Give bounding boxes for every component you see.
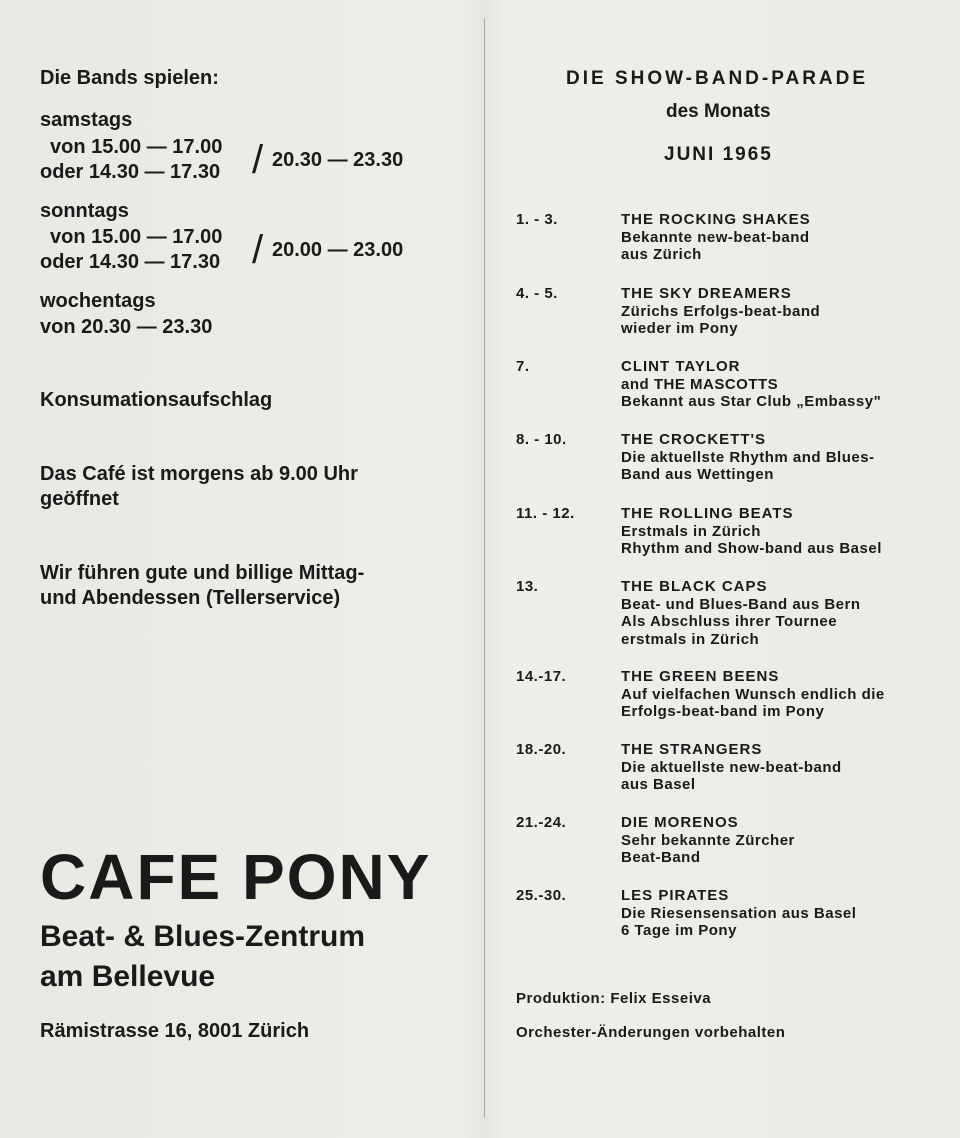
disclaimer: Orchester-Änderungen vorbehalten — [516, 1024, 786, 1041]
band-name: THE BLACK CAPS — [621, 578, 768, 595]
band-description-line: Beat- und Blues-Band aus Bern — [621, 595, 861, 613]
band-description-line: Die Riesensensation aus Basel — [621, 904, 857, 922]
band-name: LES PIRATES — [621, 887, 730, 904]
band-description-line: Zürichs Erfolgs-beat-band — [621, 302, 821, 320]
sunday-slash: / — [252, 228, 264, 272]
saturday-slash: / — [252, 138, 264, 182]
band-description-line: Beat-Band — [621, 849, 701, 866]
address: Rämistrasse 16, 8001 Zürich — [40, 1020, 310, 1042]
saturday-label: samstags — [40, 109, 133, 131]
band-description-line: Rhythm and Show-band aus Basel — [621, 540, 882, 557]
band-description-line: Die aktuellste Rhythm and Blues- — [621, 448, 875, 466]
program-info — [621, 814, 795, 867]
band-name: DIE MORENOS — [621, 814, 739, 831]
brand-subtitle-2: am Bellevue — [40, 960, 216, 993]
sunday-time-1: von 15.00 — 17.00 — [50, 226, 223, 248]
program-info — [621, 578, 861, 648]
band-description-line: Sehr bekannte Zürcher — [621, 831, 795, 849]
program-month: JUNI 1965 — [664, 144, 773, 165]
program-date: 8. - 10. — [516, 431, 567, 448]
band-name: THE STRANGERS — [621, 741, 763, 758]
band-description-line: wieder im Pony — [621, 320, 739, 337]
band-name: THE ROLLING BEATS — [621, 505, 794, 522]
meals-line-1: Wir führen gute und billige Mittag- — [40, 562, 365, 584]
program-date: 14.-17. — [516, 668, 567, 685]
cafe-hours-line-2: geöffnet — [40, 488, 119, 510]
weekdays-label: wochentags — [40, 290, 156, 312]
band-name: CLINT TAYLOR — [621, 358, 741, 375]
cafe-name-logo: CAFE PONY — [40, 841, 432, 913]
program-info — [621, 285, 820, 338]
band-description-line: Erfolgs-beat-band im Pony — [621, 703, 825, 720]
program-info — [621, 668, 885, 721]
program-subtitle: des Monats — [666, 101, 771, 122]
program-date: 4. - 5. — [516, 285, 558, 302]
program-info — [621, 211, 811, 264]
band-description-line: Auf vielfachen Wunsch endlich die — [621, 685, 885, 703]
meals-line-2: und Abendessen (Tellerservice) — [40, 587, 341, 609]
program-title: DIE SHOW-BAND-PARADE — [566, 68, 869, 89]
program-date: 13. — [516, 578, 539, 595]
band-description-line: Band aus Wettingen — [621, 466, 774, 483]
band-name: THE ROCKING SHAKES — [621, 211, 811, 228]
program-date: 25.-30. — [516, 887, 567, 904]
program-info — [621, 887, 856, 940]
program-date: 18.-20. — [516, 741, 567, 758]
band-name: THE CROCKETT'S — [621, 431, 767, 448]
band-description-line: Bekannte new-beat-band — [621, 228, 810, 246]
band-description-line: erstmals in Zürich — [621, 630, 760, 648]
surcharge-note: Konsumationsaufschlag — [40, 389, 273, 411]
program-date: 21.-24. — [516, 814, 567, 831]
sunday-label: sonntags — [40, 200, 129, 222]
band-name: THE SKY DREAMERS — [621, 285, 792, 302]
band-description-line: Als Abschluss ihrer Tournee — [621, 613, 838, 630]
program-info — [621, 505, 882, 558]
program-info — [621, 431, 875, 484]
sunday-time-2: oder 14.30 — 17.30 — [40, 251, 221, 273]
band-description-line: and THE MASCOTTS — [621, 375, 779, 393]
program-info — [621, 358, 881, 411]
band-description-line: Bekannt aus Star Club „Embassy" — [621, 393, 882, 410]
band-name: THE GREEN BEENS — [621, 668, 780, 685]
program-date: 1. - 3. — [516, 211, 558, 228]
program-info — [621, 741, 842, 794]
weekdays-time: von 20.30 — 23.30 — [40, 316, 213, 338]
saturday-evening-time: 20.30 — 23.30 — [272, 149, 404, 171]
sunday-evening-time: 20.00 — 23.00 — [272, 239, 404, 261]
fold-line — [484, 18, 485, 1118]
brand-subtitle-1: Beat- & Blues-Zentrum — [40, 920, 366, 953]
program-date: 7. — [516, 358, 530, 375]
saturday-time-1: von 15.00 — 17.00 — [50, 136, 223, 158]
band-description-line: aus Zürich — [621, 246, 702, 263]
saturday-time-2: oder 14.30 — 17.30 — [40, 161, 221, 183]
band-description-line: aus Basel — [621, 776, 696, 793]
band-description-line: 6 Tage im Pony — [621, 922, 737, 939]
band-description-line: Erstmals in Zürich — [621, 522, 761, 540]
band-description-line: Die aktuellste new-beat-band — [621, 758, 842, 776]
cafe-hours-line-1: Das Café ist morgens ab 9.00 Uhr — [40, 463, 358, 485]
production-credit: Produktion: Felix Esseiva — [516, 990, 712, 1007]
program-date: 11. - 12. — [516, 505, 575, 522]
schedule-heading: Die Bands spielen: — [40, 67, 219, 89]
